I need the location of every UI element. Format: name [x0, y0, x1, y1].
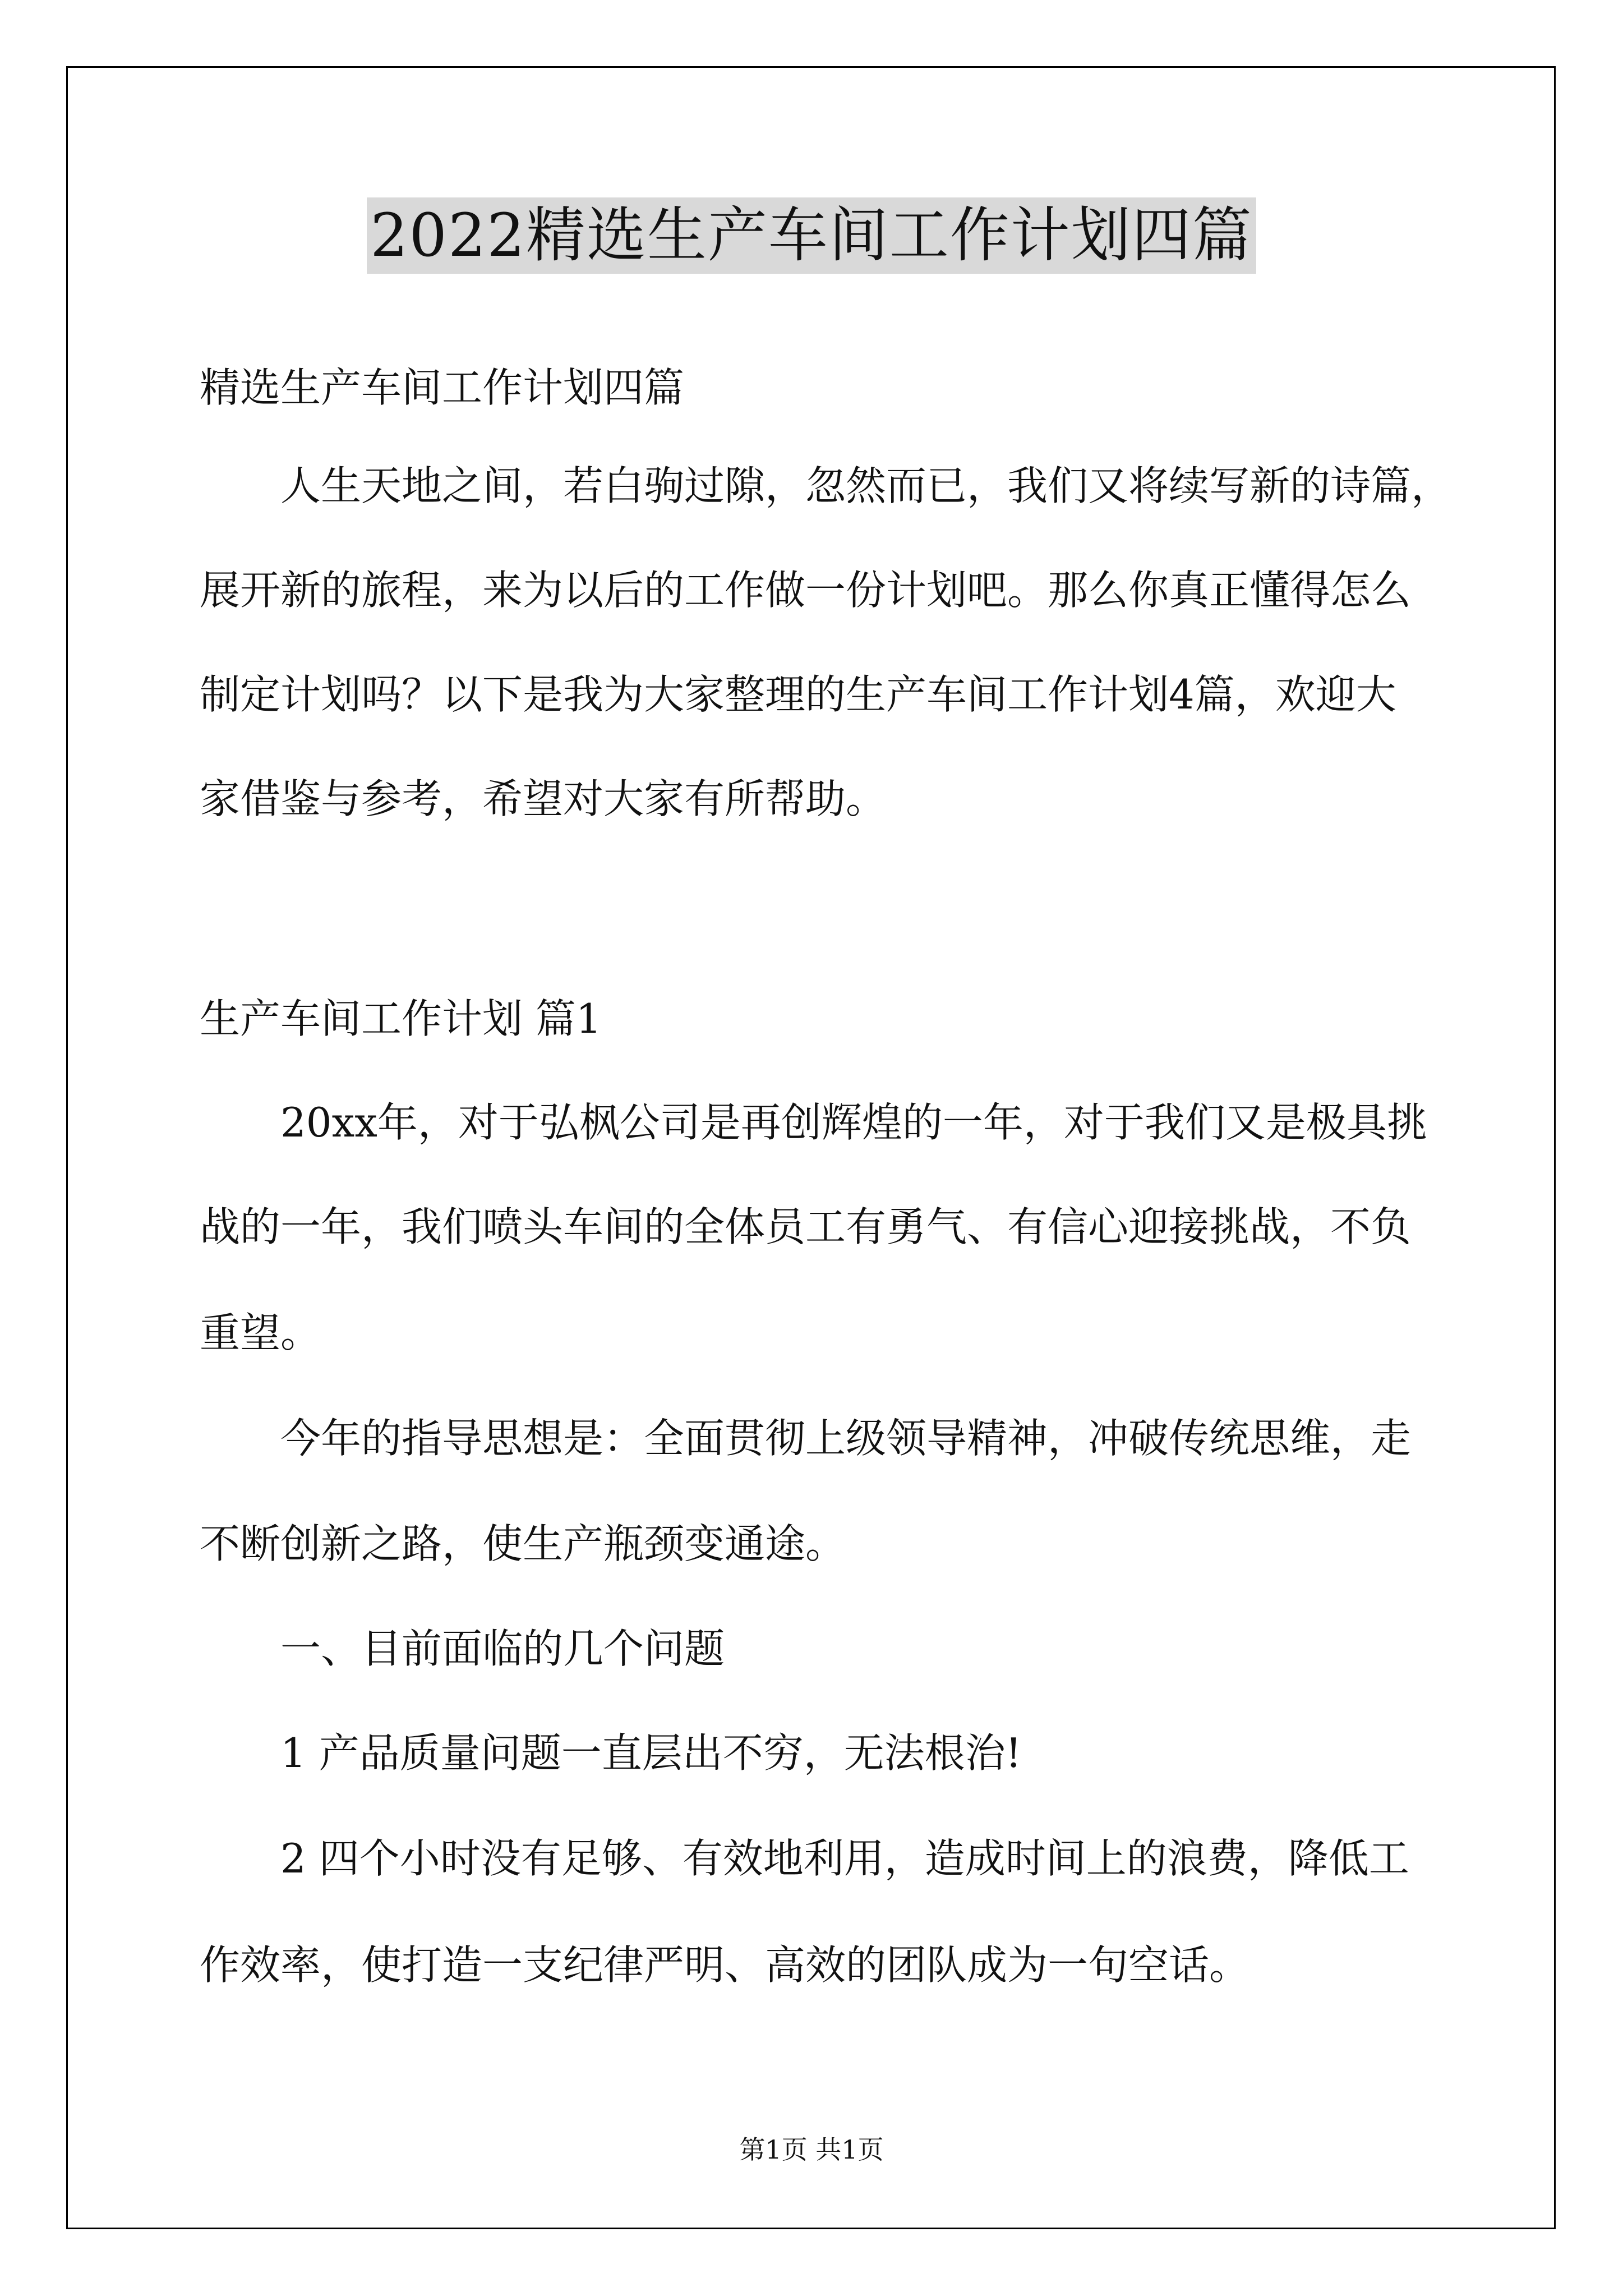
- body-line-4: 今年的指导思想是：全面贯彻上级领导精神，冲破传统思维，走: [280, 1415, 1412, 1462]
- intro-line-2: 展开新的旅程，来为以后的工作做一份计划吧。那么你真正懂得怎么: [200, 567, 1412, 614]
- document-subtitle: 精选生产车间工作计划四篇: [200, 364, 685, 411]
- intro-line-4: 家借鉴与参考，希望对大家有所帮助。: [200, 775, 887, 822]
- body-line-8: 2 四个小时没有足够、有效地利用，造成时间上的浪费，降低工: [280, 1835, 1409, 1882]
- body-line-6: 一、目前面临的几个问题: [280, 1625, 725, 1672]
- page-number-footer: 第1页 共1页: [739, 2134, 884, 2165]
- body-line-1: 20xx年，对于弘枫公司是再创辉煌的一年，对于我们又是极具挑: [280, 1099, 1427, 1146]
- title-container: [0, 197, 1623, 274]
- body-line-5: 不断创新之路，使生产瓶颈变通途。: [200, 1520, 846, 1567]
- body-line-9: 作效率，使打造一支纪律严明、高效的团队成为一句空话。: [200, 1941, 1250, 1989]
- body-line-2: 战的一年，我们喷头车间的全体员工有勇气、有信心迎接挑战，不负: [200, 1203, 1412, 1250]
- body-line-7: 1 产品质量问题一直层出不穷，无法根治!: [280, 1729, 1022, 1777]
- intro-line-3: 制定计划吗？以下是我为大家整理的生产车间工作计划4篇，欢迎大: [200, 671, 1396, 718]
- body-line-3: 重望。: [200, 1309, 321, 1356]
- document-title: 2022精选生产车间工作计划四篇: [367, 197, 1256, 274]
- section-heading: 生产车间工作计划 篇1: [200, 995, 602, 1042]
- intro-line-1: 人生天地之间，若白驹过隙，忽然而已，我们又将续写新的诗篇，: [280, 462, 1452, 509]
